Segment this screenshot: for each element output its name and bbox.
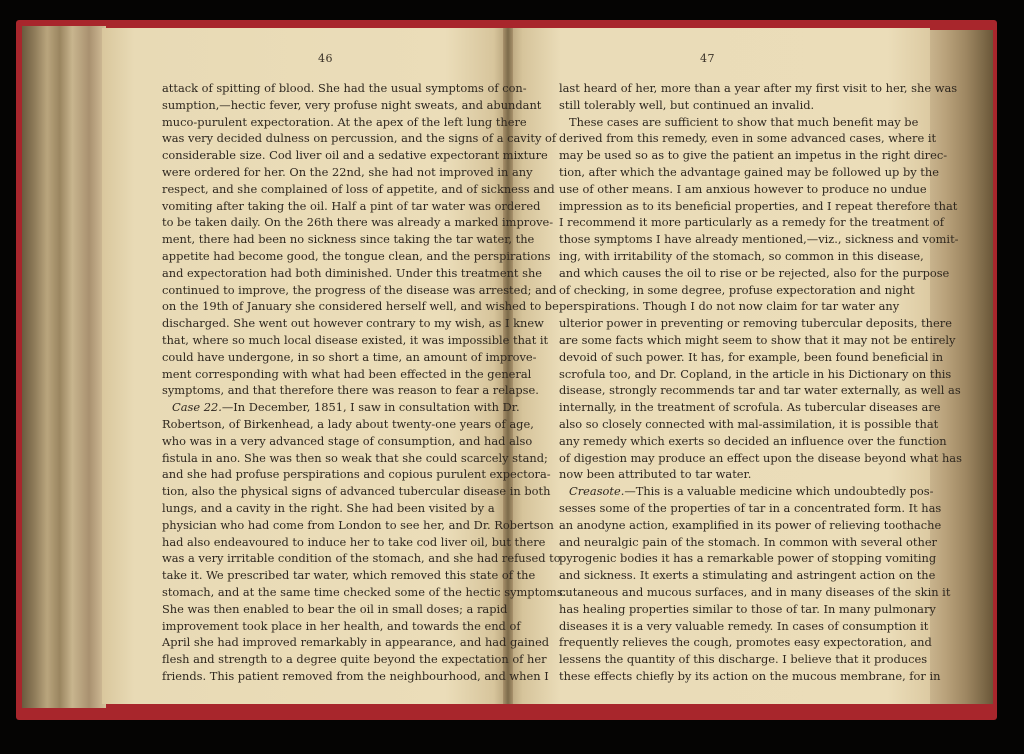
line-text: tion, after which the advantage gained may be followed up by the	[559, 164, 939, 179]
line-text: scrofula too, and Dr. Copland, in the article in his Dictionary on this	[559, 366, 952, 381]
text-line	[162, 382, 539, 399]
text-line	[162, 366, 532, 383]
line-text: muco-purulent expectoration. At the apex of the left lung there	[162, 114, 527, 129]
line-text: may be used so as to give the patient an impetus in the right direc-	[559, 148, 948, 163]
text-line	[559, 382, 961, 399]
text-line	[162, 416, 534, 433]
line-text: considerable size. Cod liver oil and a sedative expectorant mixture	[162, 148, 548, 163]
line-text: and which causes the oil to rise or be rejected, also for the purpose	[559, 265, 950, 280]
left-page-number: 46	[318, 52, 333, 65]
line-text: and neuralgic pain of the stomach. In common with several other	[559, 534, 938, 549]
text-line	[559, 618, 929, 635]
text-line	[559, 114, 919, 131]
line-text: attack of spitting of blood. She had the usual symptoms of con-	[162, 81, 527, 95]
text-line	[559, 181, 927, 198]
text-line	[162, 164, 533, 181]
line-text: physician who had come from London to see her, and Dr. Robertson	[162, 517, 554, 532]
line-text: use of other means. I am anxious however to produce no undue	[559, 181, 927, 196]
line-text: friends. This patient removed from the neighbourhood, and when I	[162, 668, 549, 683]
text-line	[162, 231, 535, 248]
text-line	[559, 265, 950, 282]
line-text: of checking, in some degree, profuse expectoration and night	[559, 282, 915, 297]
text-line	[559, 433, 947, 450]
right-page-text	[559, 80, 962, 685]
text-line	[162, 97, 542, 114]
text-line	[162, 349, 537, 366]
text-line	[559, 567, 936, 584]
line-text: devoid of such power. It has, for example, been found beneficial in	[559, 349, 944, 364]
line-text: continued to improve, the progress of the disease was arrested; and	[162, 282, 557, 297]
text-line	[559, 298, 900, 315]
line-text: April she had improved remarkably in appearance, and had gained	[162, 635, 550, 650]
text-line	[559, 366, 952, 383]
line-text: perspirations. Though I do not now claim for tar water any	[559, 299, 900, 314]
text-line	[559, 332, 956, 349]
line-text: on the 19th of January she considered herself well, and wished to be	[162, 299, 559, 314]
text-line	[162, 651, 547, 668]
line-text: disease, strongly recommends tar and tar water externally, as well as	[559, 383, 961, 398]
text-line	[559, 147, 948, 164]
line-text: an anodyne action, examplified in its power of relieving toothache	[559, 517, 942, 532]
text-line	[559, 399, 941, 416]
line-text: I recommend it more particularly as a remedy for the treatment of	[559, 215, 944, 230]
line-text: derived from this remedy, even in some advanced cases, where it	[559, 131, 937, 146]
line-text: ment corresponding with what had been effected in the general	[162, 366, 532, 381]
line-text: improvement took place in her health, and towards the end of	[162, 618, 521, 633]
line-text: was a very irritable condition of the stomach, and she had refused to	[162, 551, 561, 566]
line-text: has healing properties similar to those of tar. In many pulmonary	[559, 601, 936, 616]
text-line	[559, 550, 937, 567]
italic-heading: Case 22.	[172, 400, 222, 415]
line-text: stomach, and at the same time checked some of the hectic symptoms.	[162, 584, 567, 599]
text-line	[162, 399, 520, 416]
line-text: these effects chiefly by its action on the mucous membrane, for in	[559, 668, 941, 683]
left-page-edges	[22, 26, 106, 708]
line-text: those symptoms I have already mentioned,—viz., sickness and vomit-	[559, 232, 959, 247]
line-text: pyrogenic bodies it has a remarkable power of stopping vomiting	[559, 551, 937, 566]
line-text: tion, also the physical signs of advanced tubercular disease in both	[162, 484, 551, 499]
text-line	[162, 114, 527, 131]
text-line	[162, 265, 543, 282]
line-text: cutaneous and mucous surfaces, and in many diseases of the skin it	[559, 584, 951, 599]
line-text: symptoms, and that therefore there was reason to fear a relapse.	[162, 383, 539, 398]
text-line	[559, 198, 958, 215]
text-line	[559, 231, 959, 248]
line-text: ing, with irritability of the stomach, so common in this disease,	[559, 248, 924, 263]
line-text: who was in a very advanced stage of consumption, and had also	[162, 433, 533, 448]
line-text: flesh and strength to a degree quite beyond the expectation of her	[162, 652, 547, 667]
line-text: —In December, 1851, I saw in consultation with Dr.	[221, 400, 520, 415]
text-line	[162, 601, 508, 618]
text-line	[162, 517, 554, 534]
text-line	[162, 466, 551, 483]
line-text: take it. We prescribed tar water, which removed this state of the	[162, 568, 536, 583]
text-line	[559, 483, 934, 500]
text-line	[162, 450, 548, 467]
text-line	[559, 315, 952, 332]
text-line	[162, 634, 550, 651]
line-text: lungs, and a cavity in the right. She had been visited by a	[162, 500, 495, 515]
text-line	[162, 550, 561, 567]
line-text: respect, and she complained of loss of appetite, and of sickness and	[162, 181, 555, 196]
text-line	[162, 198, 541, 215]
line-text: and expectoration had both diminished. Under this treatment she	[162, 265, 543, 280]
line-text: still tolerably well, but continued an invalid.	[559, 97, 815, 112]
line-text: diseases it is a very valuable remedy. In cases of consumption it	[559, 618, 929, 633]
text-line	[162, 618, 521, 635]
line-text: impression as to its beneficial properties, and I repeat therefore that	[559, 198, 958, 213]
line-text: These cases are sufficient to show that much benefit may be	[569, 114, 919, 129]
italic-heading: Creasote.	[569, 484, 625, 499]
text-line	[162, 483, 551, 500]
text-line	[162, 584, 567, 601]
text-line	[559, 80, 958, 97]
line-text: discharged. She went out however contrary to my wish, as I knew	[162, 316, 544, 331]
line-text: are some facts which might seem to show that it may not be entirely	[559, 332, 956, 347]
line-text: lessens the quantity of this discharge. I believe that it produces	[559, 652, 928, 667]
line-text: Robertson, of Birkenhead, a lady about twenty-one years of age,	[162, 416, 534, 431]
line-text: and she had profuse perspirations and copious purulent expectora-	[162, 467, 551, 482]
text-line	[559, 601, 936, 618]
text-line	[559, 634, 932, 651]
line-text: to be taken daily. On the 26th there was already a marked improve-	[162, 215, 554, 230]
text-line	[162, 315, 544, 332]
line-text: also so closely connected with mal-assimilation, it is possible that	[559, 416, 939, 431]
text-line	[559, 282, 915, 299]
line-text: sesses some of the properties of tar in a concentrated form. It has	[559, 500, 942, 515]
text-line	[162, 248, 551, 265]
line-text: any remedy which exerts so decided an influence over the function	[559, 433, 947, 448]
text-line	[162, 282, 557, 299]
line-text: —This is a valuable medicine which undoubtedly pos-	[624, 484, 934, 499]
text-line	[162, 130, 557, 147]
line-text: ment, there had been no sickness since taking the tar water, the	[162, 232, 535, 247]
text-line	[162, 500, 495, 517]
text-line	[559, 500, 942, 517]
text-line	[162, 567, 536, 584]
line-text: that, where so much local disease existed, it was impossible that it	[162, 332, 549, 347]
text-line	[559, 517, 942, 534]
line-text: last heard of her, more than a year after my first visit to her, she was	[559, 81, 958, 95]
line-text: frequently relieves the cough, promotes easy expectoration, and	[559, 635, 932, 650]
text-line	[162, 433, 533, 450]
text-line	[162, 668, 549, 685]
line-text: vomiting after taking the oil. Half a pint of tar water was ordered	[162, 198, 541, 213]
left-page-text	[162, 80, 567, 685]
text-line	[162, 332, 549, 349]
text-line	[162, 298, 559, 315]
line-text: fistula in ano. She was then so weak that she could scarcely stand;	[162, 450, 548, 465]
line-text: now been attributed to tar water.	[559, 467, 752, 482]
text-line	[559, 97, 867, 114]
text-line	[559, 466, 867, 483]
line-text: could have undergone, in so short a time, an amount of improve-	[162, 349, 537, 364]
text-line	[162, 181, 555, 198]
line-text: ulterior power in preventing or removing tubercular deposits, there	[559, 316, 952, 331]
line-text: sumption,—hectic fever, very profuse night sweats, and abundant	[162, 97, 542, 112]
line-text: and sickness. It exerts a stimulating and astringent action on the	[559, 568, 936, 583]
line-text: had also endeavoured to induce her to take cod liver oil, but there	[162, 534, 546, 549]
line-text: internally, in the treatment of scrofula. As tubercular diseases are	[559, 400, 941, 415]
text-line	[162, 534, 546, 551]
text-line	[559, 416, 939, 433]
text-line	[559, 668, 941, 685]
text-line	[162, 80, 527, 97]
line-text: She was then enabled to bear the oil in small doses; a rapid	[162, 601, 508, 616]
text-line	[559, 534, 938, 551]
text-line	[559, 584, 951, 601]
text-line	[559, 214, 944, 231]
line-text: were ordered for her. On the 22nd, she had not improved in any	[162, 164, 533, 179]
line-text: appetite had become good, the tongue clean, and the perspirations	[162, 248, 551, 263]
text-line	[162, 147, 548, 164]
line-text: was very decided dulness on percussion, and the signs of a cavity of	[162, 131, 557, 146]
right-page-number: 47	[700, 52, 715, 65]
text-line	[559, 130, 937, 147]
text-line	[559, 651, 928, 668]
line-text: of digestion may produce an effect upon the disease beyond what has	[559, 450, 962, 465]
text-line	[559, 164, 939, 181]
text-line	[559, 349, 944, 366]
text-line	[162, 214, 554, 231]
text-line	[559, 450, 962, 467]
text-line	[559, 248, 924, 265]
